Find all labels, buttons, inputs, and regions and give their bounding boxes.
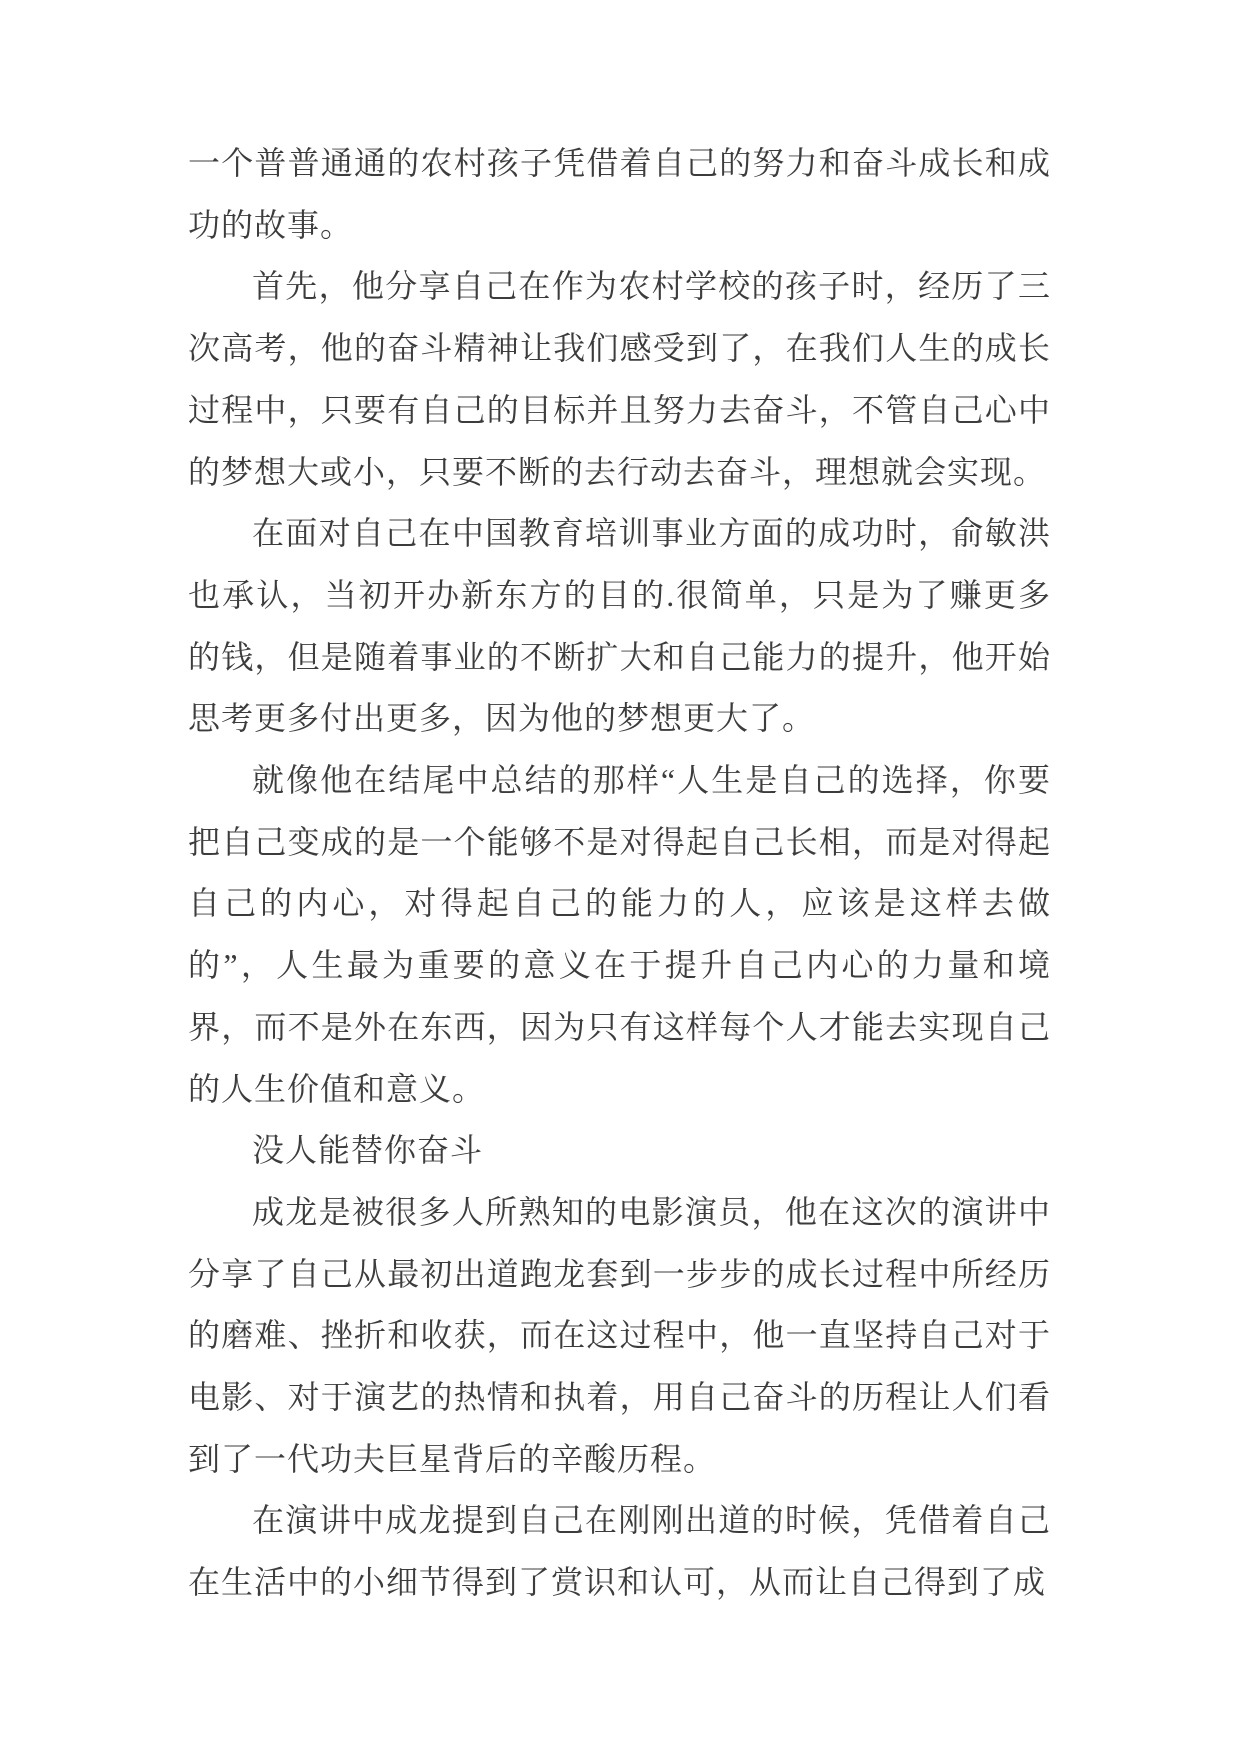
paragraph-yuminhong-quote: 就像他在结尾中总结的那样“人生是自己的选择，你要把自己变成的是一个能够不是对得起自己长相，而是对得起自己的内心，对得起自己的能力的人，应该是这样去做的”，人生最为重要的意义在于提升自己内心的力量和境界，而不是外在东西，因为只有这样每个人才能去实现自己的人生价值和意义。 bbox=[188, 762, 1051, 1107]
paragraph-yuminhong-gaokao: 首先，他分享自己在作为农村学校的孩子时，经历了三次高考，他的奋斗精神让我们感受到了，在我们人生的成长过程中，只要有自己的目标并且努力去奋斗，不管自己心中的梦想大或小，只要不断的去行动去奋斗，理想就会实现。 bbox=[188, 268, 1051, 490]
paragraph-jackiechan-career: 成龙是被很多人所熟知的电影演员，他在这次的演讲中分享了自己从最初出道跑龙套到一步步的成长过程中所经历的磨难、挫折和收获，而在这过程中，他一直坚持自己对于电影、对于演艺的热情和执着，用自己奋斗的历程让人们看到了一代功夫巨星背后的辛酸历程。 bbox=[188, 1193, 1051, 1477]
paragraph-story-conclusion: 一个普普通通的农村孩子凭借着自己的努力和奋斗成长和成功的故事。 bbox=[188, 145, 1051, 243]
section-title-nobody-can-strive-for-you: 没人能替你奋斗 bbox=[252, 1132, 484, 1169]
paragraph-yuminhong-neworiental: 在面对自己在中国教育培训事业方面的成功时，俞敏洪也承认，当初开办新东方的目的.很简单，只是为了赚更多的钱，但是随着事业的不断扩大和自己能力的提升，他开始思考更多付出更多，因为他的梦想更大了。 bbox=[188, 515, 1051, 737]
document-body bbox=[188, 133, 1051, 1614]
paragraph-jackiechan-debut: 在演讲中成龙提到自己在刚刚出道的时候，凭借着自己在生活中的小细节得到了赏识和认可，从而让自己得到了成 bbox=[188, 1502, 1051, 1601]
